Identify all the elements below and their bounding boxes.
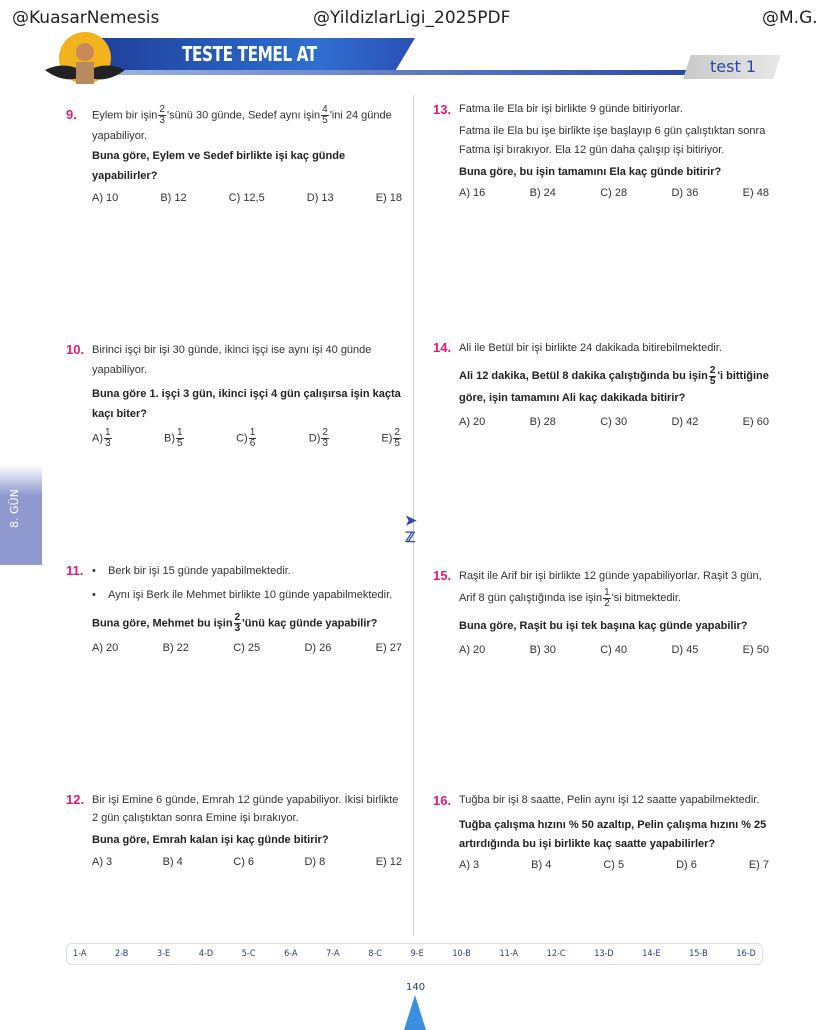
option-b[interactable]: B) 4 [531,859,552,871]
option-e[interactable]: E) 7 [748,859,769,871]
option-d[interactable]: D) 6 [676,859,697,871]
question-prompt: Buna göre, Emrah kalan işi kaç günde bitirir? [92,834,329,846]
watermark-left: @KuasarNemesis [12,8,160,28]
option-d[interactable]: D) 42 [671,416,699,428]
fraction: $\frac{4}{5}$ [322,104,328,126]
question-text: Raşit ile Arif bir işi birlikte 12 günde yapabiliyorlar. Raşit 3 gün, Arif 8 gün çalıştığında ise işin $\frac{1}{2}$ 'si bitmektedir. [459,570,762,609]
question-11 [66,561,406,658]
answer-key-item: 7-A [326,949,340,959]
option-c[interactable]: C) 40 [600,644,628,656]
option-a[interactable]: A) 3 [92,856,113,868]
mascot-icon [40,30,130,90]
answer-key [66,943,763,965]
side-day-label: 8. GÜN [8,489,21,528]
option-e[interactable]: E) 18 [375,192,402,204]
answer-key-item: 3-E [156,949,171,959]
answer-key-item: 8-C [368,949,382,959]
answer-key-item: 10-B [452,949,471,959]
option-e[interactable]: E) 27 [375,642,402,654]
question-prompt: Buna göre, bu işin tamamını Ela kaç günde bitirir? [459,166,722,178]
option-a[interactable]: A) 16 [459,187,486,199]
option-a[interactable]: A) 3 [459,859,480,871]
option-a[interactable]: A) 20 [459,644,486,656]
question-13 [433,100,773,203]
question-text: Tuğba bir işi 8 saatte, Pelin aynı işi 12 saatte yapabilmektedir. [459,794,760,806]
answer-key-item: 11-A [499,949,519,959]
options [459,639,773,661]
question-number: 15. [433,568,452,583]
option-c[interactable]: C) 30 [600,416,628,428]
option-b[interactable]: B) 4 [162,856,183,868]
option-a[interactable]: A) $\frac{1}{3}$ [92,427,111,449]
side-day-tab [0,465,42,565]
options [459,411,773,433]
option-e[interactable]: E) 50 [742,644,769,656]
question-text: Bir işi Emine 6 günde, Emrah 12 günde yapabiliyor. İkisi birlikte 2 gün çalıştıktan sonra Emine işi bırakıyor. [92,794,399,824]
answer-key-item: 14-E [642,949,661,959]
header-rule [95,70,695,75]
bullet-2: • Aynı işi Berk ile Mehmet birlikte 10 günde yapabilmektedir. [92,589,393,601]
question-text: Fatma ile Ela bu işe birlikte işe başlayıp 6 gün çalıştıktan sonra Fatma işi bırakıyor. Ela 12 gün daha çalışıp işi bitiriyor. [459,125,766,156]
answer-key-item: 5-C [241,949,256,959]
answer-key-item: 13-D [594,949,614,959]
question-text: Eylem bir işin [92,109,158,122]
page-arrow-icon [404,995,426,1030]
option-d[interactable]: D) 13 [306,192,334,204]
options [459,856,773,875]
question-number: 9. [66,107,77,122]
question-text: 'ini 24 günde yapabiliyor. [92,109,392,142]
question-number: 10. [66,342,85,357]
option-d[interactable]: D) 36 [671,187,699,199]
answer-key-item: 15-B [689,949,708,959]
option-a[interactable]: A) 20 [92,642,119,654]
option-c[interactable]: C) 28 [600,187,628,199]
question-text: Fatma ile Ela bir işi birlikte 9 günde bitiriyorlar. [459,103,683,115]
question-14 [433,337,773,433]
option-c[interactable]: C) 6 [233,856,255,868]
options [459,184,773,203]
option-d[interactable]: D) 26 [304,642,332,654]
option-b[interactable]: B) $\frac{1}{5}$ [164,427,183,449]
option-b[interactable]: B) 12 [160,192,187,204]
answer-key-item: 4-D [198,949,214,959]
answer-key-item: 12-C [546,949,566,959]
question-number: 12. [66,792,85,807]
options [92,853,406,871]
option-d[interactable]: D) 45 [671,644,699,656]
answer-key-item: 6-A [284,949,298,959]
fraction: $\frac{2}{3}$ [159,104,165,126]
option-b[interactable]: B) 22 [162,642,189,654]
question-prompt: Buna göre, Eylem ve Sedef birlikte işi kaç günde yapabilirler? [92,150,346,182]
answer-key-item: 1-A [73,949,87,959]
options [92,428,406,449]
option-e[interactable]: E) 48 [742,187,769,199]
question-number: 11. [66,563,84,578]
question-12 [66,791,406,871]
question-number: 13. [433,102,452,117]
option-e[interactable]: E) 60 [742,416,769,428]
option-a[interactable]: A) 10 [92,192,119,204]
question-prompt: Buna göre 1. işçi 3 gün, ikinci işçi 4 gün çalışırsa işin kaçta kaçı biter? [92,388,401,420]
question-9 [66,105,406,208]
question-15 [433,565,773,661]
option-c[interactable]: C) 5 [603,859,625,871]
question-number: 14. [433,340,452,355]
question-number: 16. [433,793,452,808]
question-10 [66,340,406,449]
option-c[interactable]: C) 25 [233,642,261,654]
watermark-center: @YildizlarLigi_2025PDF [313,8,511,28]
question-prompt: Buna göre, Raşit bu işi tek başına kaç günde yapabilir? [459,620,748,632]
option-e[interactable]: E) 12 [375,856,402,868]
bullet-1: • Berk bir işi 15 günde yapabilmektedir. [92,565,291,577]
question-prompt: Buna göre, Mehmet bu işin $\frac{2}{3}$ 'ünü kaç günde yapabilir? [92,612,378,634]
options [92,188,406,208]
publisher-logo-icon: ➤ ℤ [405,512,417,545]
option-a[interactable]: A) 20 [459,416,486,428]
options [92,638,406,658]
page-title: TESTE TEMEL AT [182,42,317,66]
option-b[interactable]: B) 24 [529,187,556,199]
test-label: test 1 [710,57,756,76]
option-c[interactable]: C) 12,5 [228,192,265,204]
option-b[interactable]: B) 30 [529,644,556,656]
question-16 [433,791,773,875]
watermark-right: @M.G. [762,8,818,28]
page-number: 140 [406,982,426,993]
question-text: Birinci işçi bir işi 30 günde, ikinci işçi ise aynı işi 40 günde yapabiliyor. [92,344,372,376]
option-d[interactable]: D) $\frac{2}{3}$ [308,427,328,449]
answer-key-item: 2-B [115,949,129,959]
option-b[interactable]: B) 28 [529,416,556,428]
question-text: 'sünü 30 günde, Sedef aynı işin [166,109,321,122]
question-prompt: Tuğba çalışma hızını % 50 azaltıp, Pelin çalışma hızını % 25 artırdığında bu işi birlikte kaç saatte yapabilirler? [459,819,767,850]
answer-key-item: 9-E [410,949,424,959]
answer-key-item: 16-D [736,949,756,959]
option-e[interactable]: E) $\frac{2}{5}$ [381,427,400,449]
option-c[interactable]: C) $\frac{1}{6}$ [236,427,256,449]
option-d[interactable]: D) 8 [304,856,326,868]
question-text: Ali ile Betül bir işi birlikte 24 dakikada bitirebilmektedir. [459,342,722,354]
question-prompt: Ali 12 dakika, Betül 8 dakika çalıştığında bu işin $\frac{2}{5}$ 'i bittiğine göre, işin tamamını Ali kaç dakikada bitirir? [459,364,769,404]
